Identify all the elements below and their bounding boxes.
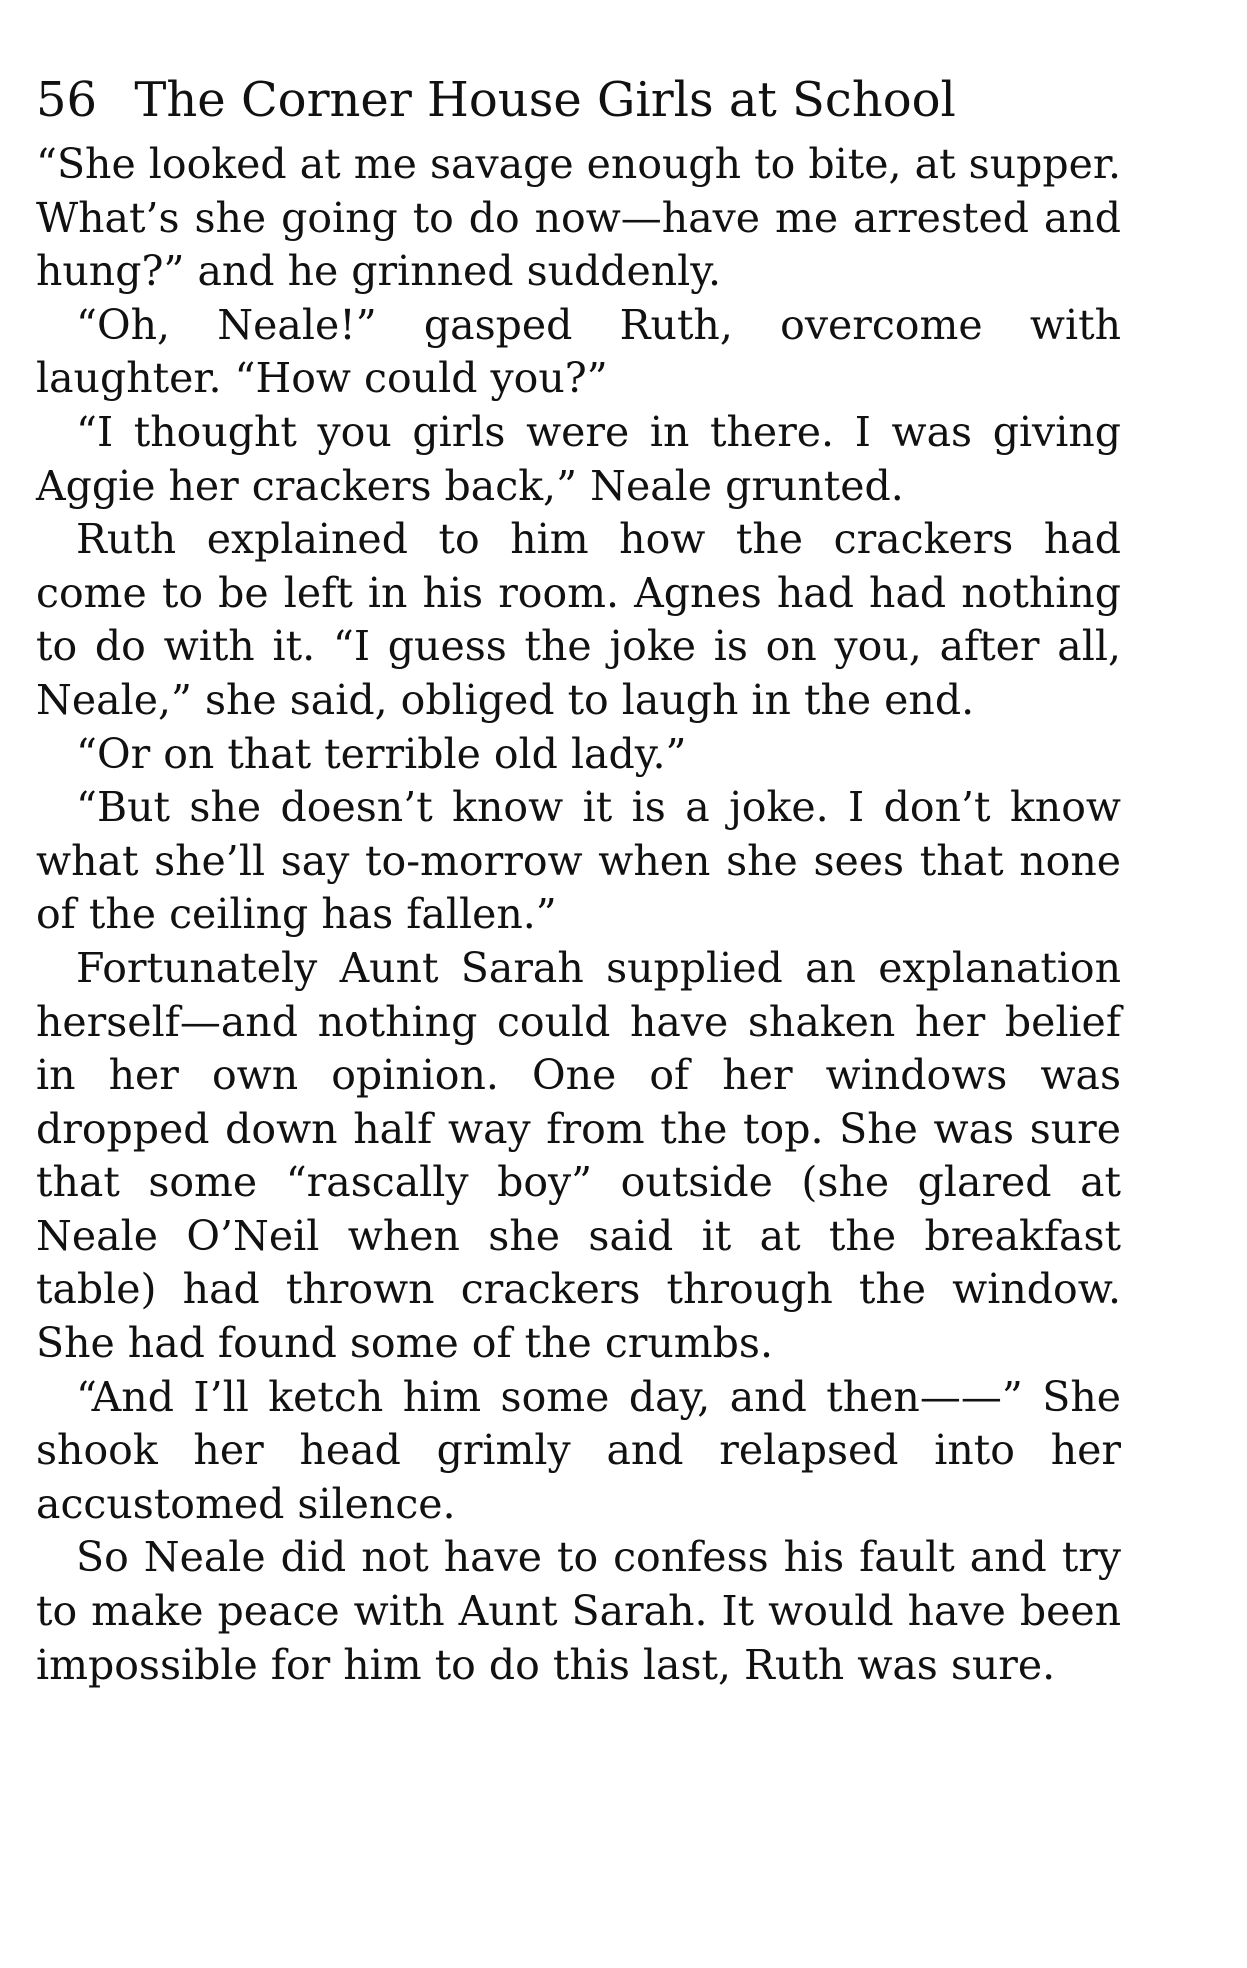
paragraph: “Or on that terrible old lady.” — [76, 729, 687, 778]
body-text — [36, 138, 1121, 1692]
paragraph: “Oh, Neale!” gasped Ruth, overcome with laughter. “How could you?” — [36, 300, 1121, 403]
paragraph: “She looked at me savage enough to bite, at supper. What’s she going to do now—have me arrested and hung?” and he grinned suddenly. — [36, 140, 1121, 296]
paragraph: “And I’ll ketch him some day, and then——” She shook her head grimly and relapsed into her accustomed silence. — [36, 1372, 1121, 1528]
paragraph: “I thought you girls were in there. I was giving Aggie her crackers back,” Neale grunted. — [36, 407, 1121, 510]
paragraph: Ruth explained to him how the crackers had come to be left in his room. Agnes had had nothing to do with it. “I guess the joke is on you, after all, Neale,” she said, obliged to laugh in the end. — [36, 515, 1121, 724]
paragraph: So Neale did not have to confess his fault and try to make peace with Aunt Sarah. It would have been impossible for him to do this last, Ruth was sure. — [36, 1533, 1121, 1689]
page-number: 56 — [36, 72, 98, 128]
running-title: The Corner House Girls at School — [134, 72, 956, 128]
paragraph: “But she doesn’t know it is a joke. I don’t know what she’ll say to-morrow when she sees that none of the ceiling has fallen.” — [36, 783, 1121, 939]
paragraph: Fortunately Aunt Sarah supplied an explanation herself—and nothing could have shaken her belief in her own opinion. One of her windows was dropped down half way from the top. She was sure that some “rascally boy” outside (she glared at Neale O’Neil when she said it at the breakfast table) had thrown crackers through the window. She had found some of the crumbs. — [36, 943, 1121, 1368]
page-header — [36, 70, 1206, 130]
